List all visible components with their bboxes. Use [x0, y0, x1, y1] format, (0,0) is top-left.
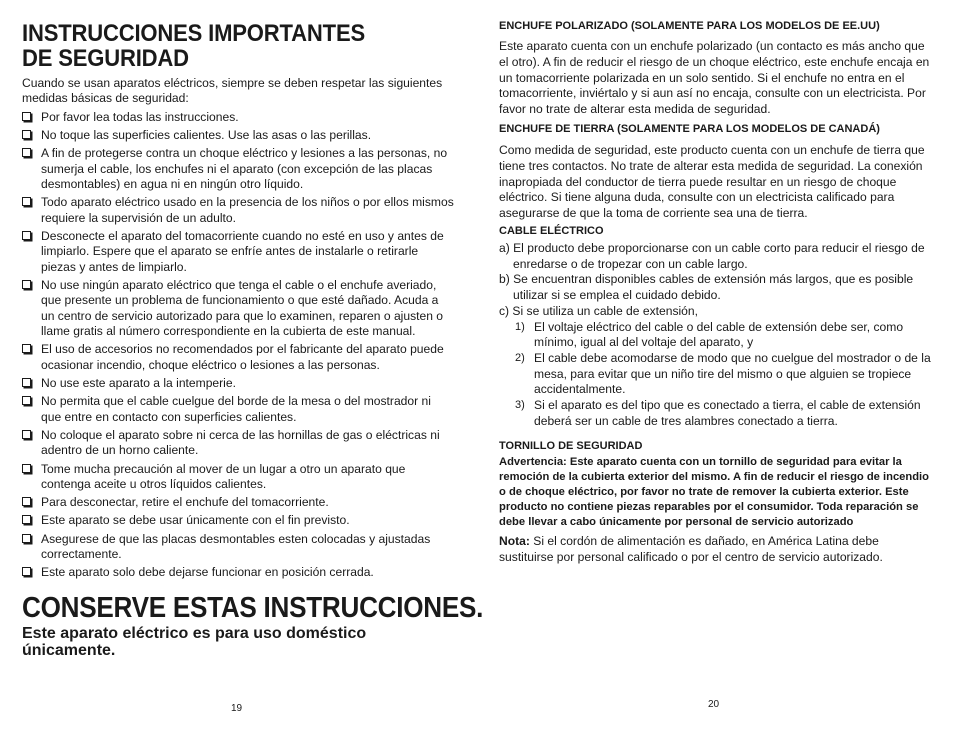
list-item: No permita que el cable cuelgue del borde de la mesa o del mostrador ni que entre en contacto con superficies calientes.	[22, 394, 454, 425]
checkbox-icon	[22, 130, 31, 139]
conserve-heading: CONSERVE ESTAS INSTRUCCIONES.	[22, 592, 484, 624]
list-item: A fin de protegerse contra un choque eléctrico y lesiones a las personas, no sumerja el cable, los enchufes ni el aparato (con excepción de las placas desmontables) en agua ni en ningún otro líquido.	[22, 146, 454, 192]
list-item: 3) Si el aparato es del tipo que es conectado a tierra, el cable de extensión deberá ser un cable de tres alambres conectado a tierra.	[515, 398, 921, 428]
note-text: Nota: Si el cordón de alimentación es dañado, en América Latina debe sustituirse por personal calificado o por el centro de servicio autorizado.	[499, 534, 883, 564]
list-item: Para desconectar, retire el enchufe del tomacorriente.	[22, 495, 454, 510]
title-line-1: INSTRUCCIONES IMPORTANTES	[22, 20, 366, 47]
section-text: Como medida de seguridad, este producto cuenta con un enchufe de tierra que tiene tres contactos. No trate de alterar esta medida de seguridad. La conexión inapropiada del conductor de tierra puede resultar en un riesgo de choque eléctrico. Si tiene alguna duda, consulte con un electricista calificado para asegurarse de que la toma de corriente sea una de tierra.	[499, 143, 925, 221]
checkbox-icon	[22, 280, 31, 289]
cord-list	[499, 241, 933, 320]
list-item: 1) El voltaje eléctrico del cable o del cable de extensión debe ser, como mínimo, igual al del voltaje del aparato, y	[515, 319, 904, 350]
page-number-left: 19	[231, 703, 243, 714]
checkbox-icon	[22, 197, 31, 206]
note-label: Nota:	[499, 534, 530, 548]
list-item: Este aparato se debe usar únicamente con el fin previsto.	[22, 513, 454, 528]
checkbox-icon	[22, 464, 31, 473]
list-item: Este aparato solo debe dejarse funcionar en posición cerrada.	[22, 565, 454, 580]
section-heading: CABLE ELÉCTRICO	[499, 225, 604, 237]
list-item: Por favor lea todas las instrucciones.	[22, 110, 454, 125]
checkbox-icon	[22, 112, 31, 121]
list-item: No coloque el aparato sobre ni cerca de las hornillas de gas o eléctricas ni adentro de un horno caliente.	[22, 428, 454, 459]
checkbox-icon	[22, 396, 31, 405]
list-item: Asegurese de que las placas desmontables esten colocadas y ajustadas correctamente.	[22, 532, 454, 563]
list-item: No use ningún aparato eléctrico que tenga el cable o el enchufe averiado, que presente un problema de funcionamiento o que esté dañado. Acuda a un centro de servicio autorizado para que lo examinen, reparen o ajusten o llame gratis al número correspondiente en la cubierta de este manual.	[22, 278, 454, 340]
checkbox-icon	[22, 231, 31, 240]
list-item: Todo aparato eléctrico usado en la presencia de los niños o por ellos mismos requiere la supervisión de un adulto.	[22, 195, 454, 226]
list-item: El uso de accesorios no recomendados por el fabricante del aparato puede ocasionar incendio, choque eléctrico o lesiones a las personas.	[22, 342, 454, 373]
section-heading: TORNILLO DE SEGURIDAD	[499, 440, 643, 452]
checkbox-icon	[22, 567, 31, 576]
extension-cord-list	[499, 320, 933, 430]
list-item: c) Si se utiliza un cable de extensión,	[499, 303, 698, 318]
section-text: Este aparato cuenta con un enchufe polarizado (un contacto es más ancho que el otro). A fin de reducir el riesgo de un choque eléctrico, este enchufe encaja en un tomacorriente polarizada en un solo sentido. Si el enchufe no entra en el tomacorriente, inviértalo y si aun así no encaja, consulte con un electricista. Por favor no trate de alterar esta medida de seguridad.	[499, 39, 930, 117]
domestic-use-note: Este aparato eléctrico es para uso doméstico únicamente.	[22, 625, 367, 659]
checkbox-icon	[22, 378, 31, 387]
power-cord-section	[499, 224, 933, 429]
list-item: No use este aparato a la intemperie.	[22, 376, 454, 391]
checkbox-icon	[22, 430, 31, 439]
page-title	[22, 21, 365, 71]
security-screw-section	[499, 439, 933, 566]
section-heading: ENCHUFE POLARIZADO (SOLAMENTE PARA LOS MODELOS DE EE.UU)	[499, 20, 880, 32]
ground-plug-section	[499, 122, 933, 222]
checkbox-icon	[22, 515, 31, 524]
intro-text: Cuando se usan aparatos eléctricos, siempre se deben respetar las siguientes medidas básicas de seguridad:	[22, 76, 443, 106]
list-item: a) El producto debe proporcionarse con un cable corto para reducir el riesgo de enredarse o de tropezar con un cable largo.	[499, 241, 925, 271]
section-heading: ENCHUFE DE TIERRA (SOLAMENTE PARA LOS MODELOS DE CANADÁ)	[499, 123, 880, 135]
list-item: b) Se encuentran disponibles cables de extensión más largos, que es posible utilizar si se emplea el cuidado debido.	[499, 272, 914, 303]
checkbox-icon	[22, 534, 31, 543]
checkbox-icon	[22, 344, 31, 353]
list-item: Tome mucha precaución al mover de un lugar a otro un aparato que contenga aceite u otros líquidos calientes.	[22, 462, 454, 493]
checkbox-icon	[22, 497, 31, 506]
checkbox-icon	[22, 148, 31, 157]
safety-checklist	[22, 110, 454, 583]
list-item: No toque las superficies calientes. Use las asas o las perillas.	[22, 128, 454, 143]
page-number-right: 20	[708, 699, 720, 710]
list-item: 2) El cable debe acomodarse de modo que no cuelgue del mostrador o de la mesa, para evitar que un niño tire del mismo o que alguien se tropiece accidentalmente.	[515, 350, 931, 397]
polarized-plug-section	[499, 19, 933, 118]
warning-text: Advertencia: Este aparato cuenta con un tornillo de seguridad para evitar la remoción de la cubierta exterior del mismo. A fin de reducir el riesgo de incendio o de choque eléctrico, por favor no trate de remover la cubierta exterior. Este producto no contiene piezas reparables por el consumidor. Toda reparación se debe llevar a cabo únicamente por personal de servicio autorizado	[499, 456, 930, 528]
title-line-2: DE SEGURIDAD	[22, 45, 189, 72]
list-item: Desconecte el aparato del tomacorriente cuando no esté en uso y antes de limpiarlo. Espere que el aparato se enfríe antes de instalarle o retirarle piezas y antes de limpiarlo.	[22, 229, 454, 275]
